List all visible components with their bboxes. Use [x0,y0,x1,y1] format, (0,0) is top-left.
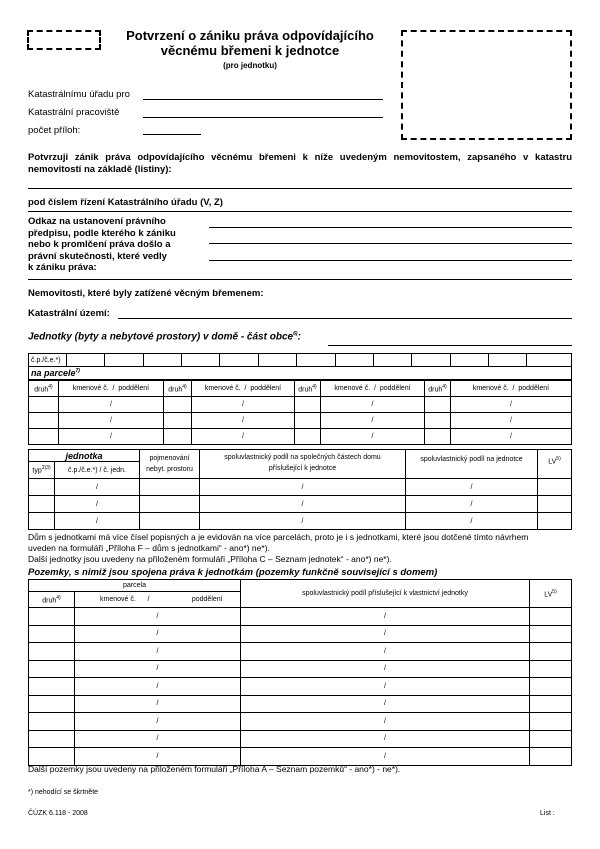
pozemky-table [28,579,572,766]
table-row: / / [29,730,572,748]
lv-header: LV$^{5)}$ [538,450,572,479]
pracoviste-field[interactable] [143,117,383,118]
spol-podil-header: spoluvlastnický podíl na společných částech domu příslušející k jednotce [200,450,406,479]
typ-header: typ$^{2)3)}$ [29,462,55,479]
cp-cell[interactable] [488,354,526,367]
table-row: / / [29,748,572,766]
jednotka-table [28,449,572,530]
katastralni-uzemi-field[interactable] [118,318,572,319]
cast-obce-field[interactable] [328,345,572,346]
table-row: / / [29,678,572,696]
cp-cell[interactable] [297,354,335,367]
jednotka-label: jednotka [29,450,140,462]
table-row: / / [29,625,572,643]
table-row: / / [29,643,572,661]
cp-cell[interactable] [258,354,296,367]
note-block: Dům s jednotkami má více čísel popisných a je evidován na více parcelách, proto je i s jednotkami, které jsou dotčené tímto návrhem uveden na formuláři „Příloha F – dům s jednotkami“ - ano*) ne*). Další jednotky jsou uvedeny na přiloženém formuláři „Příloha C – Seznam jednotek“ - ano*) ne*). [28,532,529,564]
spol-podil-jednotka-header: spoluvlastnický podíl na jednotce [406,450,538,479]
label-pocet-priloh: počet příloh: [28,125,81,136]
table-row: / / / / [29,413,572,429]
divider [28,211,572,212]
table-row: / / [29,660,572,678]
divider [28,188,572,189]
kmenove-header: kmenové č. / poddělení [59,381,164,397]
footnote: *) nehodící se škrtněte [28,789,99,796]
stamp-box-large [401,30,572,140]
pozemky-heading: Pozemky, s nimiž jsou spojena práva k jednotkám (pozemky funkčně související s domem) [28,567,438,578]
odkaz-line-3[interactable] [209,260,572,261]
confirm-text: Potvrzuji zánik práva odpovídajícího věcnému břemeni k níže uvedeným nemovitostem, zapsaného v katastru nemovitostí na základě (listiny): [28,152,572,175]
parcel-table [28,353,572,380]
jednotky-heading: Jednotky (byty a nebytové prostory) v domě - část obce$^{6)}$: [28,331,301,343]
cp-cell[interactable] [527,354,572,367]
pojmenovani-header: pojmenování nebyt. prostoru [140,450,200,479]
odkaz-line-2[interactable] [209,243,572,244]
odkaz-label: Odkaz na ustanovení právního předpisu, podle kterého k zániku nebo k promlčení práva došlo a právní skutečnosti, které vedly k zániku práva: [28,216,176,273]
label-katastralni-urad: Katastrálnímu úřadu pro [28,89,130,100]
cp-cj-header: č.p./č.e.*) / č. jedn. [55,462,140,479]
table-row: / / / / [29,397,572,413]
cp-cell[interactable] [220,354,258,367]
katastralni-urad-field[interactable] [143,99,383,100]
na-parcele-label: na parcele$^{7)}$ [29,367,572,380]
cp-label: č.p./č.e.*) [29,354,67,367]
table-row: / / / [29,513,572,530]
druh-header: druh$^{4)}$ [425,381,451,397]
druh-header: druh$^{4)}$ [29,592,75,608]
page-list-label: List : [540,810,555,817]
druh-header: druh$^{4)}$ [29,381,59,397]
cp-cell[interactable] [143,354,181,367]
kmenove-header: kmenové č. / [75,592,175,608]
druh-header: druh$^{4)}$ [295,381,321,397]
rizeni-label: pod číslem řízení Katastrálního úřadu (V, Z) [28,197,223,208]
kmenove-header: kmenové č. / poddělení [192,381,295,397]
form-code: ČÚZK 6.118 - 2008 [28,810,88,817]
kmenove-header: kmenové č. / poddělení [451,381,572,397]
pocet-priloh-field[interactable] [143,134,201,135]
table-row: / / [29,713,572,731]
kmenove-header: kmenové č. / poddělení [321,381,425,397]
katastralni-uzemi-label: Katastrální území: [28,308,110,319]
cp-cell[interactable] [67,354,105,367]
note-pozemky: Další pozemky jsou uvedeny na přiloženém formuláři „Příloha A – Seznam pozemků“ - ano*) - ne*). [28,764,401,774]
table-row: / / / / [29,429,572,445]
spol-vlast-header: spoluvlastnický podíl příslušející k vlastnictví jednotky [241,580,530,608]
label-pracoviste: Katastrální pracoviště [28,107,120,118]
stamp-box-small [27,30,101,50]
cp-cell[interactable] [450,354,488,367]
table-row: / / [29,608,572,626]
cp-cell[interactable] [182,354,220,367]
table-row: / / / [29,496,572,513]
parcela-header: parcela [29,580,241,592]
divider [28,279,572,280]
lv-header: LV$^{5)}$ [530,580,572,608]
nemovitosti-label: Nemovitosti, které byly zatížené věcným břemenem: [28,288,264,299]
page-title: Potvrzení o zániku práva odpovídajícího věcnému břemeni k jednotce [126,28,374,58]
odkaz-line-1[interactable] [209,227,572,228]
cp-cell[interactable] [412,354,450,367]
page-subtitle: (pro jednotku) [223,61,277,70]
parcel-detail-table [28,380,572,445]
cp-cell[interactable] [335,354,373,367]
druh-header: druh$^{4)}$ [164,381,192,397]
pododdeleni-header: poddělení [175,592,241,608]
cp-cell[interactable] [105,354,143,367]
table-row: / / / [29,479,572,496]
table-row: / / [29,695,572,713]
cp-cell[interactable] [373,354,411,367]
